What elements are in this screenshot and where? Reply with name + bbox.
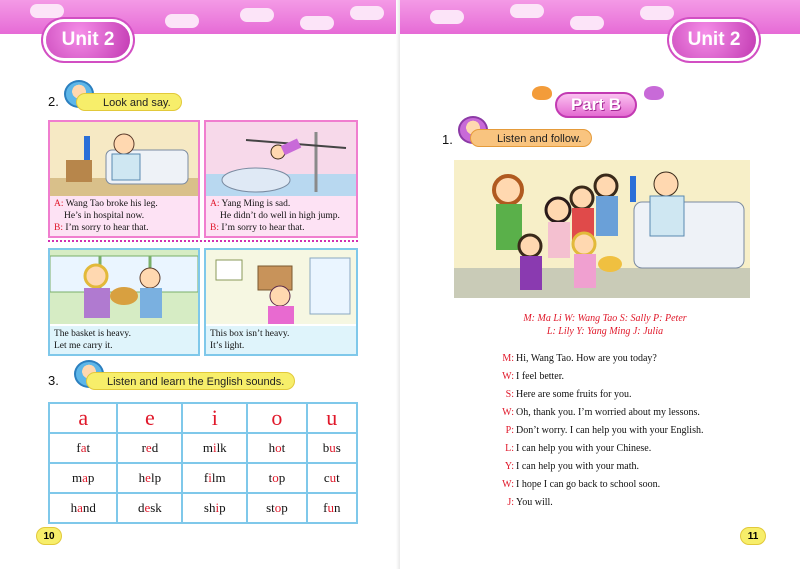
bird-icon: [532, 86, 552, 100]
speaker-label: J :: [496, 494, 514, 512]
speaker-label: W :: [496, 476, 514, 494]
unit-badge: Unit 2: [46, 22, 130, 58]
vowel-cell: a: [49, 403, 117, 433]
speaker-label: Y :: [496, 458, 514, 476]
dialogue-text: I can help you with your math.: [516, 461, 640, 472]
picture-card: [48, 248, 200, 356]
speaker-label: W :: [496, 404, 514, 422]
picture-card: [204, 120, 358, 238]
word-row: [49, 493, 357, 523]
caption-line: It’s light.: [210, 341, 245, 351]
dialogue-line: [496, 476, 786, 494]
vowel-cell: i: [182, 403, 247, 433]
page-number: 10: [36, 527, 62, 545]
cloud-decoration: [570, 16, 604, 30]
speaker-label: W :: [496, 368, 514, 386]
dialogue-text: I feel better.: [516, 371, 565, 382]
dialogue-text: I can help you with your Chinese.: [516, 443, 652, 454]
vowel-cell: e: [117, 403, 182, 433]
dotted-divider: [48, 240, 358, 242]
dialogue-line: [496, 494, 786, 512]
word-row: [49, 433, 357, 463]
word-rows: [49, 433, 357, 523]
cloud-decoration: [300, 16, 334, 30]
word-cell: fat: [49, 433, 117, 463]
cloud-decoration: [510, 4, 544, 18]
caption: [50, 326, 198, 354]
page-number: 11: [740, 527, 766, 545]
section-title: Look and say.: [76, 93, 182, 111]
character-key-line: L: Lily Y: Yang Ming J: Julia: [546, 326, 664, 337]
high-jump-illustration: [206, 122, 356, 196]
cloud-decoration: [430, 10, 464, 24]
picture-card: [204, 248, 358, 356]
word-cell: ship: [182, 493, 247, 523]
speaker-label: P :: [496, 422, 514, 440]
character-key-line: M: Ma Li W: Wang Tao S: Sally P: Peter: [523, 313, 687, 324]
caption-line: He didn’t do well in high jump.: [220, 211, 340, 221]
speaker-label: A:: [54, 199, 64, 209]
word-cell: milk: [182, 433, 247, 463]
word-cell: red: [117, 433, 182, 463]
word-cell: top: [247, 463, 306, 493]
caption-line: I’m sorry to hear that.: [221, 223, 305, 233]
cloud-decoration: [240, 8, 274, 22]
word-row: [49, 463, 357, 493]
word-cell: film: [182, 463, 247, 493]
caption-line: This box isn’t heavy.: [210, 329, 290, 339]
hospital-bed-illustration: [50, 122, 198, 196]
speaker-label: S :: [496, 386, 514, 404]
caption: [206, 326, 356, 354]
dialogue-line: [496, 440, 786, 458]
speaker-label: B:: [54, 223, 63, 233]
speaker-label: M :: [496, 350, 514, 368]
dialogue-line: [496, 350, 786, 368]
dialogue-line: [496, 404, 786, 422]
section-title: Listen and follow.: [470, 129, 592, 147]
cloud-decoration: [165, 14, 199, 28]
section-number: 1.: [442, 132, 453, 147]
word-cell: bus: [307, 433, 357, 463]
word-cell: map: [49, 463, 117, 493]
dialogue-text: I hope I can go back to school soon.: [516, 479, 661, 490]
caption-line: Wang Tao broke his leg.: [65, 199, 158, 209]
unit-badge: Unit 2: [672, 22, 756, 58]
picture-card: [48, 120, 200, 238]
dialogue-line: [496, 458, 786, 476]
word-cell: stop: [247, 493, 306, 523]
hospital-visit-illustration: [454, 160, 750, 298]
dialogue-text: You will.: [516, 497, 553, 508]
caption-line: Yang Ming is sad.: [221, 199, 291, 209]
word-cell: desk: [117, 493, 182, 523]
section-number: 2.: [48, 94, 59, 109]
dialogue-line: [496, 386, 786, 404]
cloud-decoration: [350, 6, 384, 20]
word-cell: help: [117, 463, 182, 493]
speaker-label: B:: [210, 223, 219, 233]
bird-icon: [644, 86, 664, 100]
dialogue-text: Hi, Wang Tao. How are you today?: [516, 353, 657, 364]
dialogue: [496, 350, 786, 512]
vowel-cell: u: [307, 403, 357, 433]
section-number: 3.: [48, 373, 59, 388]
caption-line: He’s in hospital now.: [64, 211, 145, 221]
caption-line: The basket is heavy.: [54, 329, 131, 339]
vowel-cell: o: [247, 403, 306, 433]
cloud-decoration: [30, 4, 64, 18]
dialogue-text: Here are some fruits for you.: [516, 389, 632, 400]
word-cell: hand: [49, 493, 117, 523]
sounds-table: [48, 402, 358, 524]
dialogue-text: Don’t worry. I can help you with your English.: [516, 425, 704, 436]
word-cell: fun: [307, 493, 357, 523]
word-cell: hot: [247, 433, 306, 463]
character-key: [470, 312, 740, 338]
dialogue-text: Oh, thank you. I’m worried about my lessons.: [516, 407, 700, 418]
section-title: Listen and learn the English sounds.: [86, 372, 295, 390]
speaker-label: A:: [210, 199, 220, 209]
caption-line: I’m sorry to hear that.: [65, 223, 149, 233]
cloud-decoration: [640, 6, 674, 20]
part-title: Part B: [555, 92, 637, 118]
dialogue-line: [496, 368, 786, 386]
dialog-caption: [206, 196, 356, 236]
carry-basket-illustration: [50, 250, 198, 324]
word-cell: cut: [307, 463, 357, 493]
speaker-label: L :: [496, 440, 514, 458]
dialogue-line: [496, 422, 786, 440]
carry-box-illustration: [206, 250, 356, 324]
caption-line: Let me carry it.: [54, 341, 113, 351]
dialog-caption: [50, 196, 198, 236]
vowel-header-row: [49, 403, 357, 433]
